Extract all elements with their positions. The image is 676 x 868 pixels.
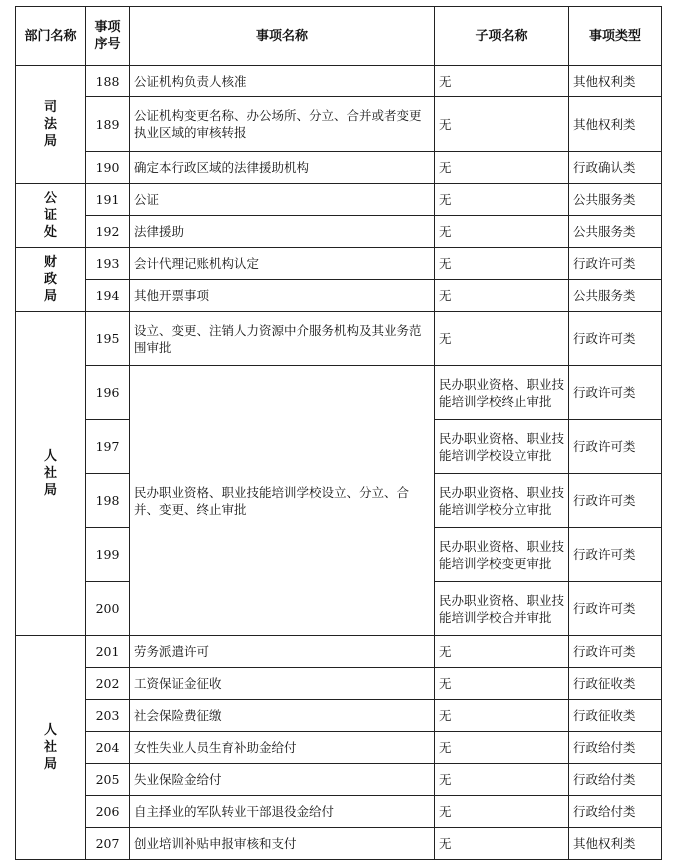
table-row (16, 366, 662, 420)
row-type: 行政许可类 (569, 528, 662, 582)
row-type: 行政许可类 (569, 248, 662, 280)
row-name: 民办职业资格、职业技能培训学校设立、分立、合并、变更、终止审批 (130, 366, 435, 636)
row-type: 行政许可类 (569, 366, 662, 420)
row-type: 行政征收类 (569, 700, 662, 732)
header-sub: 子项名称 (435, 7, 569, 66)
dept-cell (16, 66, 86, 184)
row-type: 行政征收类 (569, 668, 662, 700)
table-row (16, 280, 662, 312)
row-name: 失业保险金给付 (130, 764, 435, 796)
row-name: 其他开票事项 (130, 280, 435, 312)
row-sub: 无 (435, 97, 569, 152)
row-type: 其他权利类 (569, 66, 662, 97)
row-type: 行政给付类 (569, 796, 662, 828)
row-sub: 无 (435, 796, 569, 828)
row-name: 法律援助 (130, 216, 435, 248)
header-num (86, 7, 130, 66)
row-type: 行政给付类 (569, 732, 662, 764)
row-sub: 无 (435, 732, 569, 764)
row-sub: 无 (435, 66, 569, 97)
row-num: 207 (86, 828, 130, 860)
row-sub: 无 (435, 828, 569, 860)
row-type: 行政许可类 (569, 636, 662, 668)
row-type: 公共服务类 (569, 216, 662, 248)
row-name: 会计代理记账机构认定 (130, 248, 435, 280)
table-row (16, 700, 662, 732)
row-sub: 无 (435, 764, 569, 796)
row-num: 201 (86, 636, 130, 668)
table-row (16, 184, 662, 216)
table-row (16, 636, 662, 668)
dept-name: 人社局 (43, 449, 57, 498)
dept-cell (16, 248, 86, 312)
row-name: 社会保险费征缴 (130, 700, 435, 732)
row-num: 190 (86, 152, 130, 184)
row-type: 公共服务类 (569, 280, 662, 312)
row-num: 205 (86, 764, 130, 796)
table-row (16, 764, 662, 796)
table-row (16, 248, 662, 280)
table-row (16, 66, 662, 97)
dept-name: 公证处 (43, 191, 57, 240)
row-sub: 无 (435, 248, 569, 280)
header-name: 事项名称 (130, 7, 435, 66)
row-name: 公证 (130, 184, 435, 216)
matters-table (15, 6, 662, 860)
row-type: 行政许可类 (569, 582, 662, 636)
row-name: 设立、变更、注销人力资源中介服务机构及其业务范围审批 (130, 312, 435, 366)
row-sub: 无 (435, 312, 569, 366)
row-type: 行政许可类 (569, 312, 662, 366)
row-num: 199 (86, 528, 130, 582)
table-row (16, 732, 662, 764)
row-sub: 无 (435, 700, 569, 732)
row-num: 197 (86, 420, 130, 474)
row-type: 其他权利类 (569, 828, 662, 860)
row-num: 191 (86, 184, 130, 216)
row-sub: 民办职业资格、职业技能培训学校合并审批 (435, 582, 569, 636)
row-sub: 无 (435, 668, 569, 700)
row-sub: 无 (435, 280, 569, 312)
row-name: 创业培训补贴申报审核和支付 (130, 828, 435, 860)
row-type: 行政给付类 (569, 764, 662, 796)
header-row (16, 7, 662, 66)
dept-name: 人社局 (43, 723, 57, 772)
table-row (16, 796, 662, 828)
row-num: 198 (86, 474, 130, 528)
table-row (16, 312, 662, 366)
header-dept: 部门名称 (16, 7, 86, 66)
row-sub: 无 (435, 184, 569, 216)
row-sub: 无 (435, 152, 569, 184)
row-num: 192 (86, 216, 130, 248)
table-row (16, 152, 662, 184)
row-num: 204 (86, 732, 130, 764)
row-name: 女性失业人员生育补助金给付 (130, 732, 435, 764)
row-name: 公证机构负责人核准 (130, 66, 435, 97)
table-row (16, 828, 662, 860)
row-sub: 民办职业资格、职业技能培训学校分立审批 (435, 474, 569, 528)
row-num: 202 (86, 668, 130, 700)
row-sub: 民办职业资格、职业技能培训学校终止审批 (435, 366, 569, 420)
row-num: 189 (86, 97, 130, 152)
row-type: 行政许可类 (569, 420, 662, 474)
dept-cell (16, 312, 86, 636)
row-num: 206 (86, 796, 130, 828)
dept-name: 司法局 (43, 100, 57, 149)
row-num: 196 (86, 366, 130, 420)
row-num: 194 (86, 280, 130, 312)
row-num: 203 (86, 700, 130, 732)
header-type: 事项类型 (569, 7, 662, 66)
row-name: 确定本行政区域的法律援助机构 (130, 152, 435, 184)
row-name: 自主择业的军队转业干部退役金给付 (130, 796, 435, 828)
header-num-text: 事项序号 (94, 20, 121, 52)
row-sub: 民办职业资格、职业技能培训学校变更审批 (435, 528, 569, 582)
dept-cell (16, 636, 86, 860)
row-num: 200 (86, 582, 130, 636)
row-num: 195 (86, 312, 130, 366)
row-sub: 无 (435, 216, 569, 248)
row-num: 193 (86, 248, 130, 280)
row-type: 其他权利类 (569, 97, 662, 152)
row-name: 劳务派遣许可 (130, 636, 435, 668)
row-num: 188 (86, 66, 130, 97)
row-type: 行政确认类 (569, 152, 662, 184)
row-type: 公共服务类 (569, 184, 662, 216)
row-type: 行政许可类 (569, 474, 662, 528)
dept-cell (16, 184, 86, 248)
row-name: 工资保证金征收 (130, 668, 435, 700)
dept-name: 财政局 (43, 255, 57, 304)
table-row (16, 216, 662, 248)
table-row (16, 668, 662, 700)
row-sub: 无 (435, 636, 569, 668)
row-sub: 民办职业资格、职业技能培训学校设立审批 (435, 420, 569, 474)
table-row (16, 97, 662, 152)
row-name: 公证机构变更名称、办公场所、分立、合并或者变更执业区域的审核转报 (130, 97, 435, 152)
